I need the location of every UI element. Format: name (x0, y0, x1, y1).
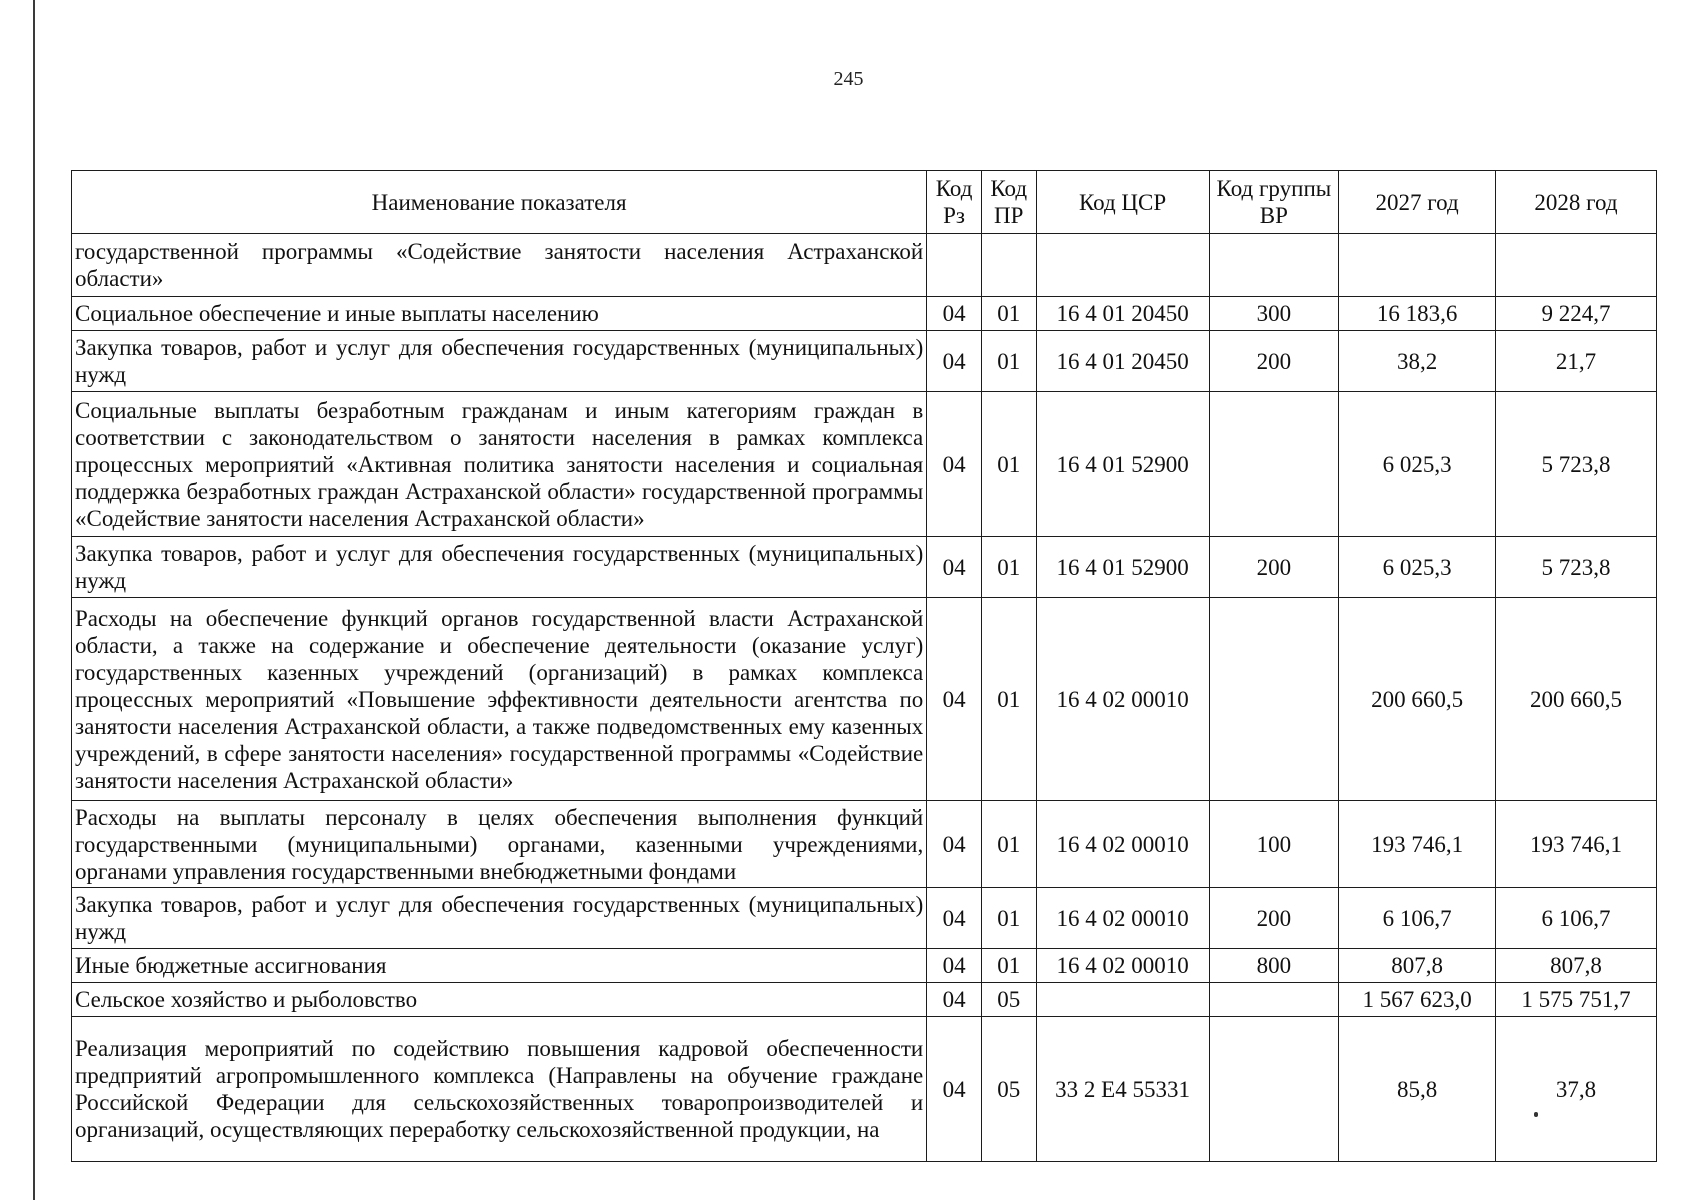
cell-name: Социальное обеспечение и иные выплаты населению (72, 297, 927, 331)
table-row (72, 888, 1657, 949)
cell-pr: 01 (981, 392, 1036, 537)
cell-pr: 05 (981, 1017, 1036, 1162)
table-row (72, 331, 1657, 392)
cell-2027: 85,8 (1339, 1017, 1496, 1162)
left-margin-rule (33, 0, 35, 1200)
cell-2027: 807,8 (1339, 949, 1496, 983)
cell-csr: 33 2 E4 55331 (1036, 1017, 1209, 1162)
table-row (72, 598, 1657, 801)
cell-2027: 6 025,3 (1339, 392, 1496, 537)
table-row (72, 1017, 1657, 1162)
table-header-row (72, 171, 1657, 234)
cell-vr (1209, 234, 1339, 297)
cell-rz: 04 (927, 331, 982, 392)
cell-csr: 16 4 02 00010 (1036, 801, 1209, 888)
cell-2027: 193 746,1 (1339, 801, 1496, 888)
cell-rz: 04 (927, 983, 982, 1017)
scan-speck (1534, 1112, 1538, 1117)
cell-2028: 9 224,7 (1496, 297, 1657, 331)
cell-csr: 16 4 02 00010 (1036, 598, 1209, 801)
cell-name: Иные бюджетные ассигнования (72, 949, 927, 983)
cell-2028: 5 723,8 (1496, 392, 1657, 537)
cell-2027: 6 106,7 (1339, 888, 1496, 949)
cell-2027: 38,2 (1339, 331, 1496, 392)
header-2028: 2028 год (1496, 171, 1657, 234)
header-csr: Код ЦСР (1036, 171, 1209, 234)
header-rz: Код Рз (927, 171, 982, 234)
cell-rz: 04 (927, 297, 982, 331)
table-row (72, 392, 1657, 537)
cell-2027: 6 025,3 (1339, 537, 1496, 598)
cell-2028: 21,7 (1496, 331, 1657, 392)
cell-csr: 16 4 01 20450 (1036, 331, 1209, 392)
cell-pr: 01 (981, 598, 1036, 801)
cell-2028: 37,8 (1496, 1017, 1657, 1162)
cell-pr: 05 (981, 983, 1036, 1017)
cell-csr: 16 4 01 20450 (1036, 297, 1209, 331)
table-row (72, 949, 1657, 983)
cell-2028 (1496, 234, 1657, 297)
cell-2028: 200 660,5 (1496, 598, 1657, 801)
cell-name: Социальные выплаты безработным гражданам и иным категориям граждан в соответствии с законодательством о занятости населения в рамках комплекса процессных мероприятий «Активная политика занятости населения и социальная поддержка безработных граждан Астраханской области» государственной программы «Содействие занятости населения Астраханской области» (72, 392, 927, 537)
budget-table (71, 170, 1657, 1162)
table-row (72, 234, 1657, 297)
cell-vr: 800 (1209, 949, 1339, 983)
cell-vr (1209, 983, 1339, 1017)
cell-csr: 16 4 01 52900 (1036, 537, 1209, 598)
cell-name: Закупка товаров, работ и услуг для обеспечения государственных (муниципальных) нужд (72, 888, 927, 949)
cell-vr (1209, 1017, 1339, 1162)
cell-rz: 04 (927, 888, 982, 949)
cell-rz: 04 (927, 801, 982, 888)
cell-vr (1209, 598, 1339, 801)
cell-rz: 04 (927, 392, 982, 537)
cell-pr: 01 (981, 297, 1036, 331)
cell-rz: 04 (927, 949, 982, 983)
page-number: 245 (833, 68, 864, 90)
cell-rz: 04 (927, 1017, 982, 1162)
header-pr: Код ПР (981, 171, 1036, 234)
cell-csr: 16 4 02 00010 (1036, 949, 1209, 983)
cell-2027: 1 567 623,0 (1339, 983, 1496, 1017)
cell-2028: 1 575 751,7 (1496, 983, 1657, 1017)
cell-vr: 300 (1209, 297, 1339, 331)
table-row (72, 537, 1657, 598)
cell-vr (1209, 392, 1339, 537)
cell-vr: 200 (1209, 331, 1339, 392)
cell-csr (1036, 234, 1209, 297)
cell-name: Расходы на выплаты персоналу в целях обеспечения выполнения функций государственными (муниципальными) органами, казенными учреждениями, органами управления государственными внебюджетными фондами (72, 801, 927, 888)
cell-pr: 01 (981, 801, 1036, 888)
cell-name: Закупка товаров, работ и услуг для обеспечения государственных (муниципальных) нужд (72, 537, 927, 598)
cell-name: Расходы на обеспечение функций органов государственной власти Астраханской области, а также на содержание и обеспечение деятельности (оказание услуг) государственных казенных учреждений (организаций) в рамках комплекса процессных мероприятий «Повышение эффективности деятельности агентства по занятости населения Астраханской области, а также подведомственных ему казенных учреждений, в сфере занятости населения» государственной программы «Содействие занятости населения Астраханской области» (72, 598, 927, 801)
cell-rz: 04 (927, 598, 982, 801)
cell-2027: 200 660,5 (1339, 598, 1496, 801)
cell-csr: 16 4 02 00010 (1036, 888, 1209, 949)
cell-pr: 01 (981, 949, 1036, 983)
cell-pr (981, 234, 1036, 297)
cell-name: Закупка товаров, работ и услуг для обеспечения государственных (муниципальных) нужд (72, 331, 927, 392)
cell-2027 (1339, 234, 1496, 297)
header-name: Наименование показателя (72, 171, 927, 234)
cell-pr: 01 (981, 331, 1036, 392)
cell-vr: 200 (1209, 888, 1339, 949)
cell-pr: 01 (981, 537, 1036, 598)
cell-rz: 04 (927, 537, 982, 598)
cell-name: Реализация мероприятий по содействию повышения кадровой обеспеченности предприятий агропромышленного комплекса (Направлены на обучение граждане Российской Федерации для сельскохозяйственных товаропроизводителей и организаций, осуществляющих переработку сельскохозяйственной продукции, на (72, 1017, 927, 1162)
cell-name: государственной программы «Содействие занятости населения Астраханской области» (72, 234, 927, 297)
table-row (72, 983, 1657, 1017)
cell-name: Сельское хозяйство и рыболовство (72, 983, 927, 1017)
cell-2028: 193 746,1 (1496, 801, 1657, 888)
cell-csr: 16 4 01 52900 (1036, 392, 1209, 537)
cell-vr: 100 (1209, 801, 1339, 888)
cell-2028: 6 106,7 (1496, 888, 1657, 949)
cell-2027: 16 183,6 (1339, 297, 1496, 331)
header-2027: 2027 год (1339, 171, 1496, 234)
cell-vr: 200 (1209, 537, 1339, 598)
table-row (72, 297, 1657, 331)
cell-2028: 807,8 (1496, 949, 1657, 983)
header-vr: Код группы ВР (1209, 171, 1339, 234)
cell-2028: 5 723,8 (1496, 537, 1657, 598)
cell-rz (927, 234, 982, 297)
cell-pr: 01 (981, 888, 1036, 949)
cell-csr (1036, 983, 1209, 1017)
table-row (72, 801, 1657, 888)
